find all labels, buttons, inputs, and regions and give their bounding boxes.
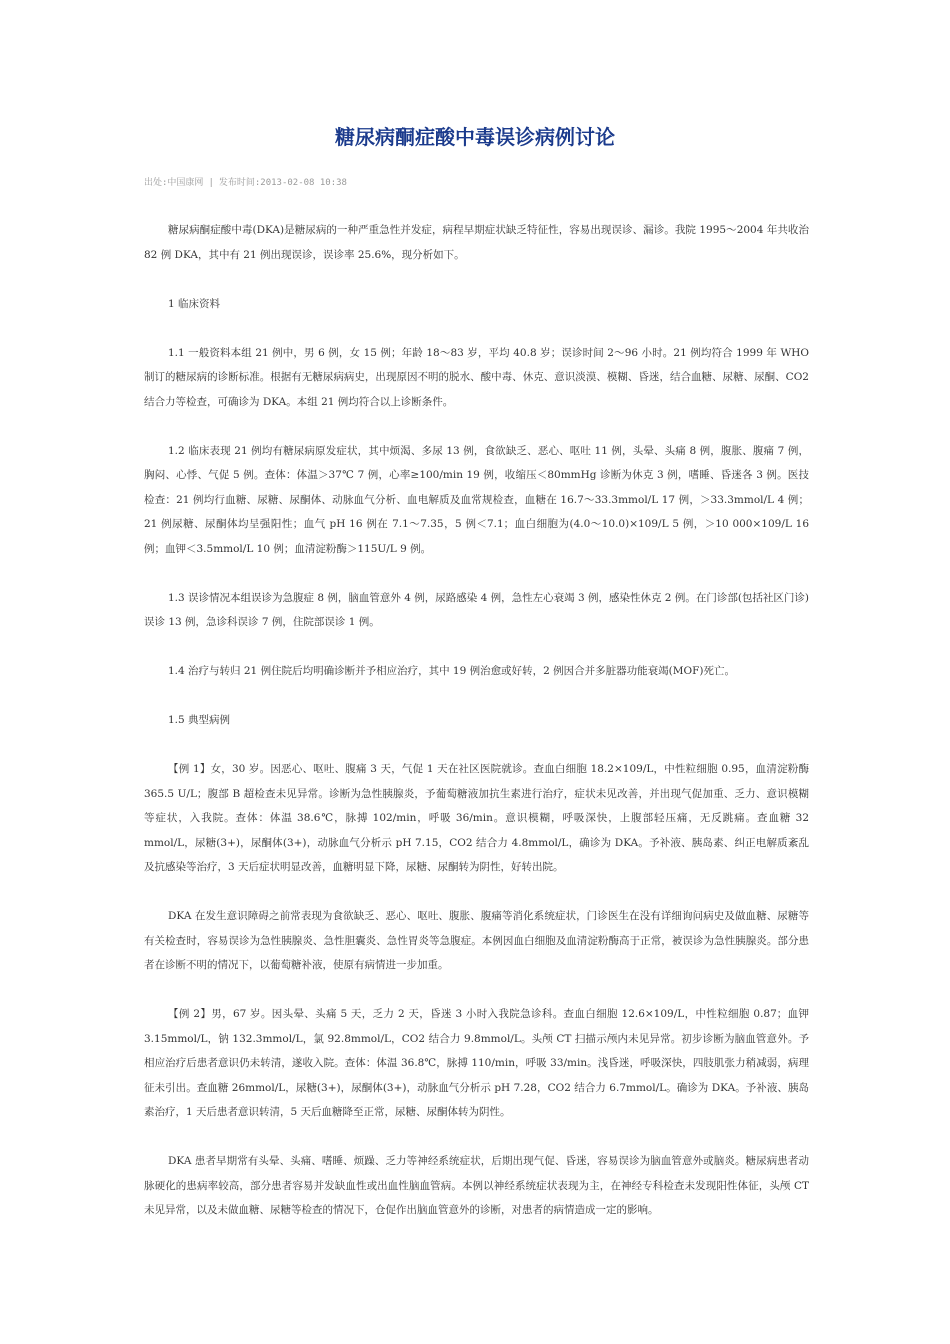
- paragraph-general-data: 1.1 一般资料本组 21 例中，男 6 例，女 15 例；年龄 18～83 岁，平均 40.8 岁；误诊时间 2～96 小时。21 例均符合 1999 年 WHO 制订的糖尿病的诊断标准。根据有无糖尿病病史，出现原因不明的脱水、酸中毒、休克、意识淡漠、模糊、昏迷，结合血糖、尿糖、尿酮、CO2 结合力等检查，可确诊为 DKA。本组 21 例均符合以上诊断条件。: [144, 346, 809, 408]
- section-heading-clinical-data: 1 临床资料: [168, 297, 221, 310]
- source-label: 出处:: [144, 178, 168, 188]
- source-name: 中国康网: [167, 178, 204, 188]
- paragraph-case-1-discussion: DKA 在发生意识障碍之前常表现为食欲缺乏、恶心、呕吐、腹胀、腹痛等消化系统症状，门诊医生在没有详细询问病史及做血糖、尿糖等有关检查时，容易误诊为急性胰腺炎、急性胆囊炎、急性胃炎等急腹症。本例因血白细胞及血清淀粉酶高于正常，被误诊为急性胰腺炎。部分患者在诊断不明的情况下，以葡萄糖补液，使原有病情进一步加重。: [144, 910, 809, 971]
- paragraph-clinical-manifestations: 1.2 临床表现 21 例均有糖尿病原发症状，其中烦渴、多尿 13 例，食欲缺乏、恶心、呕吐 11 例，头晕、头痛 8 例，腹胀、腹痛 7 例，胸闷、心悸、气促 5 例。查体：体温＞37℃ 7 例，心率≥100/min 19 例，收缩压＜80mmHg 诊断为休克 3 例，嗜睡、昏迷各 3 例。医技检查：21 例均行血糖、尿糖、尿酮体、动脉血气分析、血电解质及血常规检查，血糖在 16.7～33.3mmol/L 17 例，＞33.3mmol/L 4 例；21 例尿糖、尿酮体均呈强阳性；血气 pH 16 例在 7.1～7.35，5 例＜7.1；血白细胞为(4.0～10.0)×109/L 5 例，＞10 000×109/L 16 例；血钾＜3.5mmol/L 10 例；血清淀粉酶＞115U/L 9 例。: [144, 444, 809, 555]
- paragraph-misdiagnosis: 1.3 误诊情况本组误诊为急腹症 8 例，脑血管意外 4 例，尿路感染 4 例，急性左心衰竭 3 例，感染性休克 2 例。在门诊部(包括社区门诊)误诊 13 例，急诊科误诊 7 例，住院部误诊 1 例。: [144, 591, 810, 628]
- published-time: 2013-02-08 10:38: [260, 178, 347, 188]
- meta-separator: |: [208, 178, 214, 188]
- paragraph-case-2-discussion: DKA 患者早期常有头晕、头痛、嗜睡、烦躁、乏力等神经系统症状，后期出现气促、昏迷，容易误诊为脑血管意外或脑炎。糖尿病患者动脉硬化的患病率较高，部分患者容易并发缺血性或出血性脑血管病。本例以神经系统症状表现为主，在神经专科检查未发现阳性体征，头颅 CT 未见异常，以及未做血糖、尿糖等检查的情况下，仓促作出脑血管意外的诊断，对患者的病情造成一定的影响。: [144, 1155, 809, 1216]
- published-label: 发布时间:: [218, 178, 261, 188]
- article-meta: [144, 176, 347, 190]
- article-title: 糖尿病酮症酸中毒误诊病例讨论: [335, 125, 615, 149]
- paragraph-treatment-outcome: 1.4 治疗与转归 21 例住院后均明确诊断并予相应治疗，其中 19 例治愈或好转，2 例因合并多脏器功能衰竭(MOF)死亡。: [168, 665, 735, 677]
- paragraph-case-2: 【例 2】男，67 岁。因头晕、头痛 5 天，乏力 2 天，昏迷 3 小时入我院急诊科。查血白细胞 12.6×109/L，中性粒细胞 0.87；血钾 3.15mmol/L，钠 132.3mmol/L，氯 92.8mmol/L，CO2 结合力 9.8mmol/L。头颅 CT 扫描示颅内未见异常。初步诊断为脑血管意外。予相应治疗后患者意识仍未转清，遂收入院。查体：体温 36.8℃，脉搏 110/min，呼吸 33/min。浅昏迷，呼吸深快，四肢肌张力稍减弱，病理征未引出。查血糖 26mmol/L，尿糖(3+)，尿酮体(3+)，动脉血气分析示 pH 7.28，CO2 结合力 6.7mmol/L。确诊为 DKA。予补液、胰岛素治疗，1 天后患者意识转清，5 天后血糖降至正常，尿糖、尿酮体转为阴性。: [144, 1008, 809, 1118]
- paragraph-case-1: 【例 1】女，30 岁。因恶心、呕吐、腹痛 3 天，气促 1 天在社区医院就诊。查血白细胞 18.2×109/L，中性粒细胞 0.95，血清淀粉酶 365.5 U/L；腹部 B 超检查未见异常。诊断为急性胰腺炎，予葡萄糖液加抗生素进行治疗，症状未见改善，并出现气促加重、乏力、意识模糊等症状，入我院。查体：体温 38.6℃，脉搏 102/min，呼吸 36/min。意识模糊，呼吸深快，上腹部轻压痛，无反跳痛。查血糖 32 mmol/L，尿糖(3+)，尿酮体(3+)，动脉血气分析示 pH 7.15，CO2 结合力 4.8mmol/L，确诊为 DKA。予补液、胰岛素、纠正电解质紊乱及抗感染等治疗，3 天后症状明显改善，血糖明显下降，尿糖、尿酮转为阴性，好转出院。: [144, 763, 809, 873]
- article-body: [144, 218, 809, 1247]
- subheading-typical-cases: 1.5 典型病例: [168, 714, 231, 726]
- intro-paragraph: 糖尿病酮症酸中毒(DKA)是糖尿病的一种严重急性并发症，病程早期症状缺乏特征性，容易出现误诊、漏诊。我院 1995～2004 年共收治82 例 DKA，其中有 21 例出现误诊，误诊率 25.6%，现分析如下。: [144, 224, 809, 261]
